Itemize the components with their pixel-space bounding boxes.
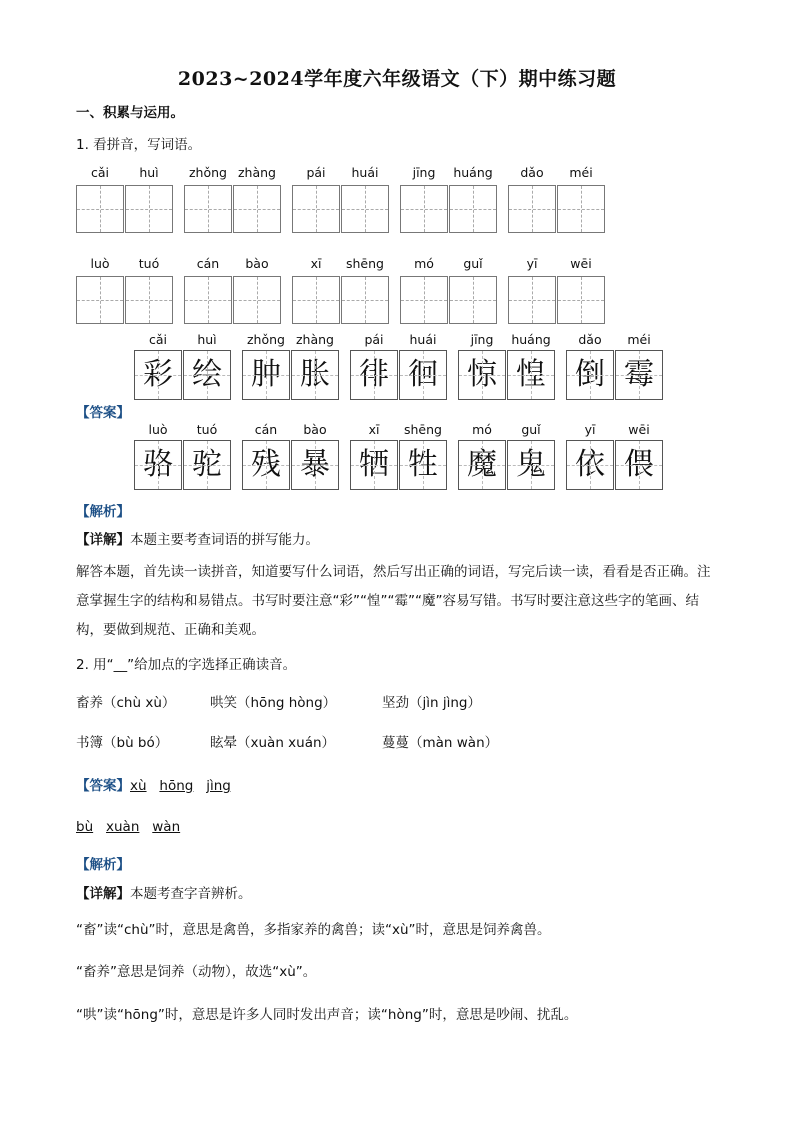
- pinyin-label: mó: [472, 422, 492, 437]
- pinyin-label: huái: [351, 165, 379, 180]
- analysis-paragraph: 解答本题，首先读一读拼音，知道要写什么词语，然后写出正确的词语，写完后读一读，看看是否正确。注意掌握生字的结构和易错点。书写时要注意“彩”“惶”“霉”“魔”容易写错。书写时要注意这些字的笔画、结构，要做到规范、正确和美观。: [76, 564, 711, 638]
- answer-reading: jìng: [206, 778, 231, 794]
- pinyin-label: pái: [364, 332, 384, 347]
- answer-character: 残: [242, 440, 290, 490]
- pinyin-label: zhǒng: [189, 165, 227, 180]
- pinyin-label: méi: [627, 332, 651, 347]
- answer-character: 绘: [183, 350, 231, 400]
- pinyin-label: méi: [569, 165, 593, 180]
- answer-character: 彩: [134, 350, 182, 400]
- answer-character: 霉: [615, 350, 663, 400]
- answer-line-2: [76, 818, 180, 836]
- word-box: [184, 165, 282, 235]
- pinyin-label: huái: [409, 332, 437, 347]
- writing-cell: [341, 276, 389, 324]
- answer-word-box: [242, 332, 340, 404]
- writing-cell: [449, 185, 497, 233]
- pinyin-label: dǎo: [578, 332, 602, 347]
- writing-cell: [184, 276, 232, 324]
- word-box: [184, 256, 282, 326]
- answer-character: 徊: [399, 350, 447, 400]
- pinyin-label: yī: [584, 422, 596, 437]
- pinyin-label: luò: [90, 256, 110, 271]
- answer-reading: bù: [76, 819, 94, 835]
- answer-word-box: [350, 332, 448, 404]
- pinyin-label: xī: [368, 422, 380, 437]
- analysis-label: 【解析】: [76, 857, 130, 873]
- answer-character: 牺: [350, 440, 398, 490]
- answer-character: 魔: [458, 440, 506, 490]
- writing-cell: [125, 276, 173, 324]
- pinyin-label: cǎi: [90, 165, 109, 180]
- answer-line-1: [76, 777, 231, 795]
- pinyin-label: bào: [245, 256, 269, 271]
- analysis-label: 【解析】: [76, 504, 130, 520]
- pinyin-label: huáng: [453, 165, 493, 180]
- pinyin-label: jīng: [470, 332, 494, 347]
- pinyin-label: huáng: [511, 332, 551, 347]
- answer-character: 依: [566, 440, 614, 490]
- detail-text: 本题考查字音辨析。: [130, 886, 252, 902]
- writing-cell: [508, 276, 556, 324]
- answer-character: 惶: [507, 350, 555, 400]
- pinyin-label: luò: [148, 422, 168, 437]
- word-box: [76, 165, 174, 235]
- word-box: [76, 256, 174, 326]
- pinyin-label: bào: [303, 422, 327, 437]
- writing-cell: [76, 276, 124, 324]
- detail-line: [76, 531, 319, 549]
- writing-cell: [125, 185, 173, 233]
- page-title: 2023~2024学年度六年级语文（下）期中练习题: [177, 68, 617, 90]
- pinyin-label: shēng: [404, 422, 442, 437]
- writing-cell: [557, 276, 605, 324]
- writing-cell: [557, 185, 605, 233]
- answer-character: 牲: [399, 440, 447, 490]
- option-item: 哄笑（hōng hòng）: [210, 695, 337, 711]
- question-1-prompt: 1. 看拼音，写词语。: [76, 137, 202, 153]
- answer-word-box: [242, 422, 340, 494]
- answer-word-box: [566, 332, 664, 404]
- writing-cell: [400, 185, 448, 233]
- pinyin-label: wēi: [570, 256, 592, 271]
- pinyin-label: xī: [310, 256, 322, 271]
- answer-character: 徘: [350, 350, 398, 400]
- option-item: 书簿（bù bó）: [76, 735, 169, 751]
- writing-cell: [233, 185, 281, 233]
- pinyin-label: zhǒng: [247, 332, 285, 347]
- pinyin-label: wēi: [628, 422, 650, 437]
- answer-character: 肿: [242, 350, 290, 400]
- pinyin-label: zhàng: [237, 165, 276, 180]
- explanation-line: “畜养”意思是饲养（动物），故选“xù”。: [76, 964, 317, 980]
- writing-cell: [449, 276, 497, 324]
- answer-label: 【答案】: [76, 405, 130, 421]
- detail-line: [76, 885, 252, 903]
- answer-character: 惊: [458, 350, 506, 400]
- writing-cell: [233, 276, 281, 324]
- answer-word-box: [458, 422, 556, 494]
- writing-cell: [341, 185, 389, 233]
- answer-word-box: [350, 422, 448, 494]
- pinyin-label: cǎi: [148, 332, 167, 347]
- answer-word-box: [566, 422, 664, 494]
- word-box: [400, 256, 498, 326]
- pinyin-label: guǐ: [463, 256, 483, 271]
- answer-character: 胀: [291, 350, 339, 400]
- word-box: [292, 256, 390, 326]
- word-box: [400, 165, 498, 235]
- answer-word-box: [134, 422, 232, 494]
- answer-character: 暴: [291, 440, 339, 490]
- question-2-prompt: 2. 用“__”给加点的字选择正确读音。: [76, 657, 297, 673]
- explanation-line: “哄”读“hōng”时，意思是许多人同时发出声音；读“hòng”时，意思是吵闹、扰乱。: [76, 1007, 578, 1023]
- explanation-line: “畜”读“chù”时，意思是禽兽，多指家养的禽兽；读“xù”时，意思是饲养禽兽。: [76, 922, 551, 938]
- pinyin-label: huì: [139, 165, 159, 180]
- pinyin-label: guǐ: [521, 422, 541, 437]
- answer-character: 驼: [183, 440, 231, 490]
- answer-reading: hōng: [159, 778, 194, 794]
- pinyin-label: yī: [526, 256, 538, 271]
- pinyin-label: jīng: [412, 165, 436, 180]
- answer-label: 【答案】: [76, 778, 130, 794]
- pinyin-label: zhàng: [295, 332, 334, 347]
- option-item: 眩晕（xuàn xuán）: [210, 735, 336, 751]
- answer-character: 鬼: [507, 440, 555, 490]
- answer-word-box: [458, 332, 556, 404]
- answer-reading: xù: [130, 778, 147, 794]
- writing-cell: [292, 276, 340, 324]
- answer-word-box: [134, 332, 232, 404]
- pinyin-label: shēng: [346, 256, 384, 271]
- pinyin-label: tuó: [138, 256, 160, 271]
- answer-character: 偎: [615, 440, 663, 490]
- answer-character: 骆: [134, 440, 182, 490]
- word-box: [292, 165, 390, 235]
- word-box: [508, 256, 606, 326]
- answer-reading: wàn: [152, 819, 181, 835]
- pinyin-label: mó: [414, 256, 434, 271]
- pinyin-label: pái: [306, 165, 326, 180]
- writing-cell: [76, 185, 124, 233]
- answer-character: 倒: [566, 350, 614, 400]
- writing-cell: [184, 185, 232, 233]
- writing-cell: [292, 185, 340, 233]
- detail-label: 【详解】: [76, 532, 130, 548]
- detail-text: 本题主要考查词语的拼写能力。: [130, 532, 319, 548]
- pinyin-label: cán: [254, 422, 278, 437]
- section-heading: 一、积累与运用。: [76, 105, 184, 121]
- option-item: 坚劲（jìn jìng）: [382, 695, 481, 711]
- word-box: [508, 165, 606, 235]
- option-item: 畜养（chù xù）: [76, 695, 176, 711]
- writing-cell: [508, 185, 556, 233]
- option-item: 蔓蔓（màn wàn）: [382, 735, 499, 751]
- detail-label: 【详解】: [76, 886, 130, 902]
- pinyin-label: dǎo: [520, 165, 544, 180]
- pinyin-label: cán: [196, 256, 220, 271]
- writing-cell: [400, 276, 448, 324]
- answer-reading: xuàn: [106, 819, 140, 835]
- pinyin-label: huì: [197, 332, 217, 347]
- pinyin-label: tuó: [196, 422, 218, 437]
